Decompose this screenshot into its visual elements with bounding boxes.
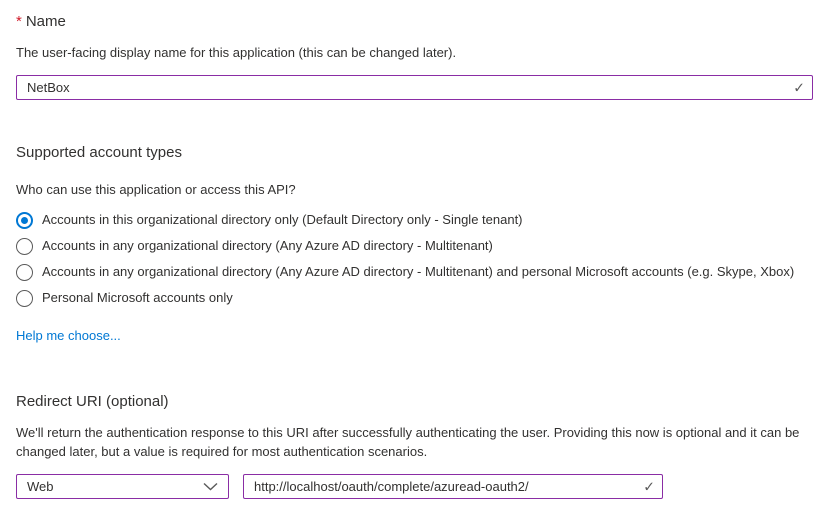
help-me-choose-link[interactable]: Help me choose... <box>16 328 121 343</box>
radio-button-selected-icon[interactable] <box>16 212 33 229</box>
platform-select[interactable] <box>16 474 229 499</box>
app-registration-form <box>0 12 829 499</box>
radio-option-label: Accounts in any organizational directory (Any Azure AD directory - Multitenant) <box>42 238 493 253</box>
radio-option-multitenant[interactable] <box>16 233 813 259</box>
valid-check-icon: ✓ <box>643 478 655 494</box>
radio-button-icon[interactable] <box>16 264 33 281</box>
chevron-down-icon <box>203 482 218 491</box>
radio-option-label: Accounts in any organizational directory (Any Azure AD directory - Multitenant) and personal Microsoft accounts (e.g. Skype, Xbox) <box>42 264 795 279</box>
account-types-question: Who can use this application or access this API? <box>16 182 296 197</box>
name-input[interactable] <box>16 75 813 100</box>
radio-button-icon[interactable] <box>16 238 33 255</box>
radio-option-personal-only[interactable] <box>16 285 813 311</box>
platform-select-value: Web <box>27 479 54 494</box>
name-section-title <box>16 12 813 31</box>
account-type-options <box>16 207 813 311</box>
redirect-uri-title: Redirect URI (optional) <box>16 393 169 410</box>
name-title-text: Name <box>25 13 66 30</box>
radio-option-label: Accounts in this organizational directory only (Default Directory only - Single tenant) <box>42 212 523 227</box>
name-input-container <box>16 75 813 100</box>
redirect-uri-description: We'll return the authentication response to this URI after successfully authenticating the user. Providing this now is optional and it can be changed later, but a value is required for most authentication scenarios. <box>16 425 800 459</box>
valid-check-icon: ✓ <box>793 79 805 95</box>
name-description: The user-facing display name for this application (this can be changed later). <box>16 45 457 60</box>
radio-option-single-tenant[interactable] <box>16 207 813 233</box>
radio-option-multitenant-personal[interactable] <box>16 259 813 285</box>
redirect-uri-row <box>16 474 813 499</box>
required-asterisk: * <box>16 13 22 30</box>
redirect-uri-input[interactable] <box>243 474 663 499</box>
account-types-title: Supported account types <box>16 144 182 161</box>
radio-button-icon[interactable] <box>16 290 33 307</box>
radio-option-label: Personal Microsoft accounts only <box>42 290 233 305</box>
redirect-uri-input-container <box>243 474 663 499</box>
